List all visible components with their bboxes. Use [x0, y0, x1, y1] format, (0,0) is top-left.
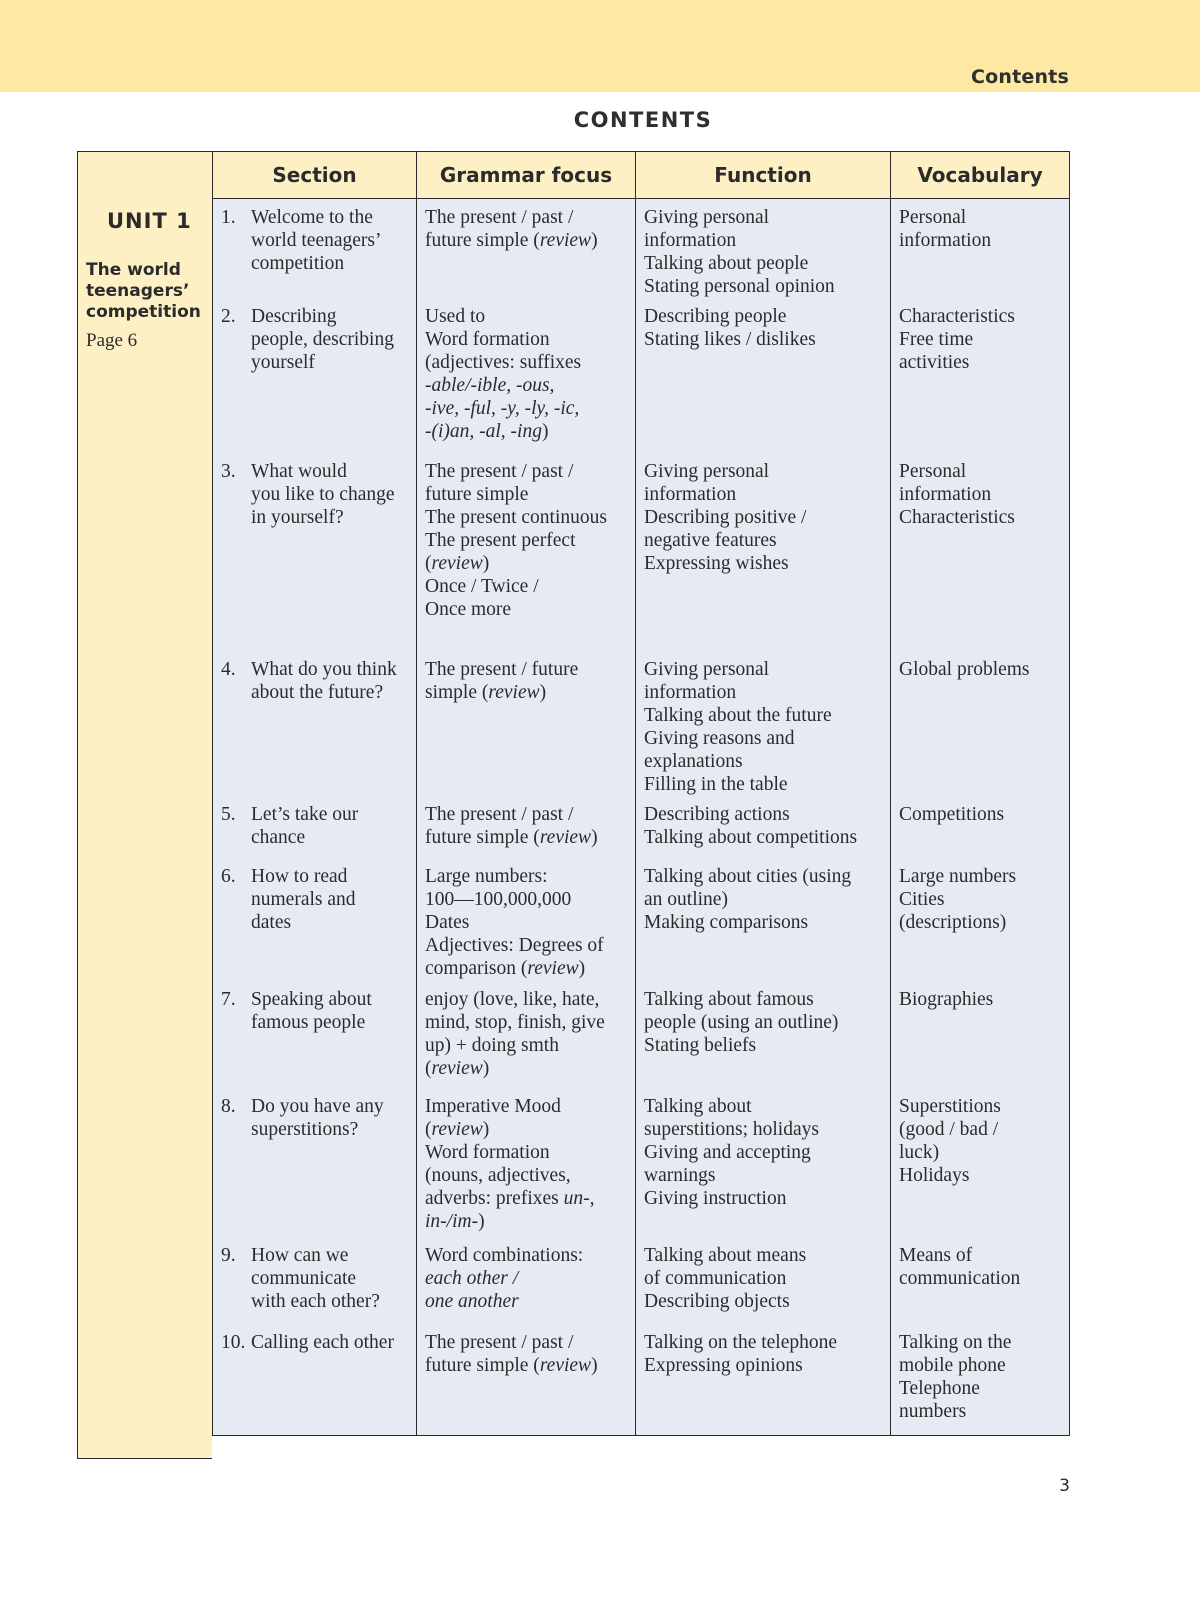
function-line: Describing positive /: [644, 507, 807, 528]
function-line: Giving instruction: [644, 1188, 787, 1209]
cell-section: [213, 651, 417, 796]
cell-function: [636, 858, 891, 981]
section-number: 7.: [221, 989, 236, 1010]
grammar-text: Large numbers:: [425, 866, 548, 887]
vocabulary-line: activities: [899, 352, 970, 373]
section-number: 9.: [221, 1245, 236, 1266]
section-entry: [221, 865, 410, 934]
section-number: 5.: [221, 804, 236, 825]
grammar-line: [425, 1164, 629, 1187]
vocabulary-line: Personal: [899, 461, 967, 482]
section-entry: [221, 206, 410, 275]
grammar-italic-term: -able/-ible, -ous,: [425, 375, 555, 396]
section-line: numerals and: [251, 889, 356, 910]
function-line: superstitions; holidays: [644, 1119, 819, 1140]
grammar-text: The present perfect: [425, 530, 576, 551]
grammar-text: Once more: [425, 599, 512, 620]
section-entry: [221, 305, 410, 374]
section-line: competition: [251, 253, 345, 274]
cell-section: [213, 298, 417, 453]
section-title: [251, 803, 410, 849]
cell-section: [213, 1237, 417, 1324]
column-header-function: Function: [636, 152, 891, 199]
cell-grammar: [417, 981, 636, 1088]
cell-vocabulary: [891, 199, 1070, 299]
section-number: 2.: [221, 306, 236, 327]
grammar-text: up) + doing smth: [425, 1035, 559, 1056]
cell-grammar: [417, 453, 636, 651]
grammar-text: Adjectives: Degrees of: [425, 935, 604, 956]
grammar-line: [425, 1331, 629, 1354]
vocabulary-line: numbers: [899, 1401, 967, 1422]
grammar-line: [425, 229, 629, 252]
grammar-line: [425, 1057, 629, 1080]
section-entry: [221, 1095, 410, 1141]
grammar-text: The present / future: [425, 659, 579, 680]
vocabulary-line: Biographies: [899, 989, 994, 1010]
function-line: Expressing wishes: [644, 553, 789, 574]
grammar-line: [425, 483, 629, 506]
unit-page-reference: Page 6: [86, 330, 138, 351]
vocabulary-line: Competitions: [899, 804, 1005, 825]
cell-vocabulary: [891, 981, 1070, 1088]
section-line: Do you have any: [251, 1096, 384, 1117]
grammar-line: [425, 506, 629, 529]
grammar-italic-term: in-/im-: [425, 1211, 479, 1232]
grammar-italic-term: -(i)an, -al, -ing: [425, 421, 542, 442]
vocabulary-line: Superstitions: [899, 1096, 1001, 1117]
grammar-line: [425, 865, 629, 888]
cell-function: [636, 453, 891, 651]
vocabulary-line: Personal: [899, 207, 967, 228]
column-header-vocabulary: Vocabulary: [891, 152, 1070, 199]
grammar-line: [425, 1095, 629, 1118]
cell-vocabulary: [891, 1088, 1070, 1237]
grammar-line: [425, 934, 629, 957]
grammar-italic-term: un-,: [563, 1188, 595, 1209]
function-line: Giving personal: [644, 461, 770, 482]
grammar-text: ): [578, 958, 586, 979]
vocabulary-line: luck): [899, 1142, 940, 1163]
function-line: Giving personal: [644, 207, 770, 228]
vocabulary-line: Characteristics: [899, 507, 1015, 528]
grammar-text: enjoy (love, like, hate,: [425, 989, 600, 1010]
table-row: [213, 199, 1070, 299]
grammar-text: ): [591, 827, 598, 848]
vocabulary-line: Means of: [899, 1245, 973, 1266]
table-row: [213, 1088, 1070, 1237]
grammar-text: future simple (: [425, 1355, 540, 1376]
grammar-line: [425, 420, 629, 443]
section-number: 10.: [221, 1332, 246, 1353]
cell-grammar: [417, 298, 636, 453]
grammar-text: (adjectives: suffixes: [425, 352, 582, 373]
grammar-text: The present / past /: [425, 461, 574, 482]
table-row: [213, 453, 1070, 651]
page-title: CONTENTS: [573, 108, 713, 132]
function-line: Making comparisons: [644, 912, 809, 933]
grammar-italic-term: review: [539, 1355, 592, 1376]
grammar-text: The present / past /: [425, 207, 574, 228]
cell-grammar: [417, 858, 636, 981]
cell-function: [636, 796, 891, 858]
grammar-italic-term: review: [431, 1119, 483, 1140]
grammar-text: ): [482, 1058, 490, 1079]
grammar-text: comparison (: [425, 958, 528, 979]
cell-function: [636, 199, 891, 299]
section-number: 3.: [221, 461, 236, 482]
grammar-text: future simple: [425, 484, 529, 505]
grammar-line: [425, 575, 629, 598]
section-line: What would: [251, 461, 347, 482]
grammar-italic-term: -ive, -ful, -y, -ly, -ic,: [425, 398, 580, 419]
unit-title: UNIT 1: [107, 209, 192, 233]
function-line: information: [644, 484, 737, 505]
section-number: 8.: [221, 1096, 236, 1117]
section-title: [251, 1331, 410, 1354]
grammar-line: [425, 658, 629, 681]
grammar-line: [425, 397, 629, 420]
cell-vocabulary: [891, 1324, 1070, 1435]
function-line: Talking about famous: [644, 989, 814, 1010]
function-line: Giving personal: [644, 659, 770, 680]
cell-section: [213, 981, 417, 1088]
grammar-text: Word formation: [425, 1142, 550, 1163]
cell-grammar: [417, 796, 636, 858]
grammar-line: [425, 957, 629, 980]
cell-section: [213, 796, 417, 858]
grammar-text: Dates: [425, 912, 470, 933]
section-line: Speaking about: [251, 989, 372, 1010]
grammar-text: (: [425, 1058, 432, 1079]
cell-function: [636, 1088, 891, 1237]
section-line: Welcome to the: [251, 207, 373, 228]
function-line: Talking about means: [644, 1245, 807, 1266]
vocabulary-line: Global problems: [899, 659, 1030, 680]
grammar-line: [425, 206, 629, 229]
section-entry: [221, 460, 410, 529]
grammar-italic-term: each other /: [425, 1268, 519, 1289]
table-row: [213, 981, 1070, 1088]
grammar-line: [425, 826, 629, 849]
vocabulary-line: Large numbers: [899, 866, 1017, 887]
grammar-italic-term: review: [527, 958, 579, 979]
grammar-text: Word formation: [425, 329, 550, 350]
function-line: Describing actions: [644, 804, 790, 825]
grammar-text: ): [591, 230, 598, 251]
function-line: Describing people: [644, 306, 787, 327]
function-line: Talking about people: [644, 253, 809, 274]
cell-grammar: [417, 199, 636, 299]
grammar-text: ): [591, 1355, 598, 1376]
header-row: [213, 152, 1070, 199]
section-line: Let’s take our: [251, 804, 359, 825]
cell-section: [213, 1088, 417, 1237]
grammar-line: [425, 1141, 629, 1164]
grammar-line: [425, 681, 629, 704]
cell-section: [213, 453, 417, 651]
grammar-text: ): [539, 682, 547, 703]
grammar-line: [425, 803, 629, 826]
unit-name-line: competition: [86, 302, 201, 322]
column-header-grammar: Grammar focus: [417, 152, 636, 199]
cell-function: [636, 1324, 891, 1435]
grammar-line: [425, 1011, 629, 1034]
grammar-text: Used to: [425, 306, 486, 327]
table-row: [213, 1237, 1070, 1324]
section-entry: [221, 803, 410, 849]
grammar-line: [425, 328, 629, 351]
grammar-line: [425, 1210, 629, 1233]
cell-function: [636, 981, 891, 1088]
grammar-text: (nouns, adjectives,: [425, 1165, 571, 1186]
vocabulary-line: Cities: [899, 889, 945, 910]
section-entry: [221, 988, 410, 1034]
section-title: [251, 658, 410, 704]
vocabulary-line: Talking on the: [899, 1332, 1012, 1353]
grammar-text: (: [425, 553, 432, 574]
section-title: [251, 460, 410, 529]
function-line: Talking about: [644, 1096, 752, 1117]
cell-vocabulary: [891, 858, 1070, 981]
function-line: people (using an outline): [644, 1012, 839, 1033]
grammar-text: adverbs: prefixes: [425, 1188, 564, 1209]
section-line: about the future?: [251, 682, 384, 703]
section-title: [251, 865, 410, 934]
function-line: Giving and accepting: [644, 1142, 811, 1163]
grammar-text: future simple (: [425, 827, 540, 848]
grammar-italic-term: review: [539, 827, 592, 848]
table-row: [213, 858, 1070, 981]
grammar-line: [425, 552, 629, 575]
section-line: superstitions?: [251, 1119, 359, 1140]
page-number: 3: [1059, 1476, 1070, 1496]
section-line: yourself: [251, 352, 315, 373]
cell-grammar: [417, 651, 636, 796]
function-line: Talking about cities (using: [644, 866, 852, 887]
section-entry: [221, 658, 410, 704]
table-row: [213, 796, 1070, 858]
grammar-text: Word combinations:: [425, 1245, 584, 1266]
function-line: Describing objects: [644, 1291, 790, 1312]
unit-name: [86, 260, 211, 323]
grammar-text: Once / Twice /: [425, 576, 539, 597]
function-line: Talking about competitions: [644, 827, 858, 848]
cell-function: [636, 298, 891, 453]
vocabulary-line: Characteristics: [899, 306, 1015, 327]
section-number: 1.: [221, 207, 236, 228]
running-head: Contents: [970, 66, 1069, 88]
function-line: Expressing opinions: [644, 1355, 803, 1376]
vocabulary-line: communication: [899, 1268, 1021, 1289]
section-title: [251, 1244, 410, 1313]
function-line: information: [644, 230, 737, 251]
grammar-line: [425, 888, 629, 911]
grammar-line: [425, 1290, 629, 1313]
section-line: with each other?: [251, 1291, 380, 1312]
grammar-line: [425, 1034, 629, 1057]
grammar-line: [425, 988, 629, 1011]
cell-section: [213, 199, 417, 299]
function-line: Stating personal opinion: [644, 276, 835, 297]
section-line: people, describing: [251, 329, 394, 350]
section-number: 4.: [221, 659, 236, 680]
section-title: [251, 305, 410, 374]
table-row: [213, 1324, 1070, 1435]
function-line: Filling in the table: [644, 774, 788, 795]
cell-vocabulary: [891, 298, 1070, 453]
section-number: 6.: [221, 866, 236, 887]
grammar-text: ): [482, 553, 490, 574]
section-line: you like to change: [251, 484, 395, 505]
cell-vocabulary: [891, 796, 1070, 858]
grammar-text: ): [482, 1119, 490, 1140]
cell-grammar: [417, 1237, 636, 1324]
function-line: Giving reasons and: [644, 728, 795, 749]
function-line: Stating beliefs: [644, 1035, 757, 1056]
cell-grammar: [417, 1088, 636, 1237]
cell-vocabulary: [891, 651, 1070, 796]
grammar-italic-term: review: [431, 1058, 483, 1079]
grammar-line: [425, 305, 629, 328]
unit-column: [77, 151, 212, 1459]
grammar-italic-term: review: [431, 553, 483, 574]
grammar-line: [425, 351, 629, 374]
section-line: chance: [251, 827, 306, 848]
function-line: explanations: [644, 751, 743, 772]
section-line: communicate: [251, 1268, 357, 1289]
function-line: negative features: [644, 530, 777, 551]
unit-name-line: The world: [86, 260, 181, 280]
grammar-text: simple (: [425, 682, 489, 703]
vocabulary-line: Free time: [899, 329, 974, 350]
grammar-italic-term: one another: [425, 1291, 519, 1312]
cell-section: [213, 858, 417, 981]
section-title: [251, 206, 410, 275]
section-title: [251, 988, 410, 1034]
grammar-line: [425, 1187, 629, 1210]
section-entry: [221, 1331, 410, 1354]
grammar-text: Imperative Mood: [425, 1096, 561, 1117]
cell-vocabulary: [891, 453, 1070, 651]
grammar-text: ): [541, 421, 549, 442]
vocabulary-line: information: [899, 230, 992, 251]
grammar-text: mind, stop, finish, give: [425, 1012, 605, 1033]
grammar-text: ): [478, 1211, 485, 1232]
grammar-text: (: [425, 1119, 432, 1140]
vocabulary-line: (good / bad /: [899, 1119, 999, 1140]
vocabulary-line: Holidays: [899, 1165, 970, 1186]
section-entry: [221, 1244, 410, 1313]
vocabulary-line: (descriptions): [899, 912, 1007, 933]
grammar-line: [425, 1354, 629, 1377]
grammar-line: [425, 1118, 629, 1141]
function-line: information: [644, 682, 737, 703]
vocabulary-line: mobile phone: [899, 1355, 1006, 1376]
grammar-line: [425, 374, 629, 397]
section-line: How to read: [251, 866, 348, 887]
function-line: warnings: [644, 1165, 716, 1186]
section-title: [251, 1095, 410, 1141]
function-line: an outline): [644, 889, 728, 910]
cell-grammar: [417, 1324, 636, 1435]
grammar-line: [425, 598, 629, 621]
section-line: Describing: [251, 306, 337, 327]
grammar-text: The present / past /: [425, 1332, 574, 1353]
grammar-line: [425, 1244, 629, 1267]
function-line: of communication: [644, 1268, 787, 1289]
grammar-italic-term: review: [488, 682, 540, 703]
grammar-italic-term: review: [539, 230, 592, 251]
vocabulary-line: Telephone: [899, 1378, 980, 1399]
grammar-line: [425, 911, 629, 934]
table-row: [213, 298, 1070, 453]
cell-function: [636, 651, 891, 796]
column-header-section: Section: [213, 152, 417, 199]
section-line: in yourself?: [251, 507, 344, 528]
contents-table: [212, 151, 1070, 1436]
grammar-text: The present / past /: [425, 804, 574, 825]
function-line: Talking on the telephone: [644, 1332, 838, 1353]
section-line: How can we: [251, 1245, 349, 1266]
table-row: [213, 651, 1070, 796]
section-line: dates: [251, 912, 292, 933]
section-line: Calling each other: [251, 1332, 394, 1353]
unit-name-line: teenagers’: [86, 281, 190, 301]
function-line: Stating likes / dislikes: [644, 329, 816, 350]
grammar-text: The present continuous: [425, 507, 607, 528]
section-line: What do you think: [251, 659, 397, 680]
grammar-line: [425, 529, 629, 552]
grammar-text: future simple (: [425, 230, 540, 251]
function-line: Talking about the future: [644, 705, 832, 726]
grammar-line: [425, 1267, 629, 1290]
grammar-text: 100—100,000,000: [425, 889, 572, 910]
cell-section: [213, 1324, 417, 1435]
section-line: famous people: [251, 1012, 366, 1033]
cell-function: [636, 1237, 891, 1324]
grammar-line: [425, 460, 629, 483]
vocabulary-line: information: [899, 484, 992, 505]
section-line: world teenagers’: [251, 230, 382, 251]
cell-vocabulary: [891, 1237, 1070, 1324]
